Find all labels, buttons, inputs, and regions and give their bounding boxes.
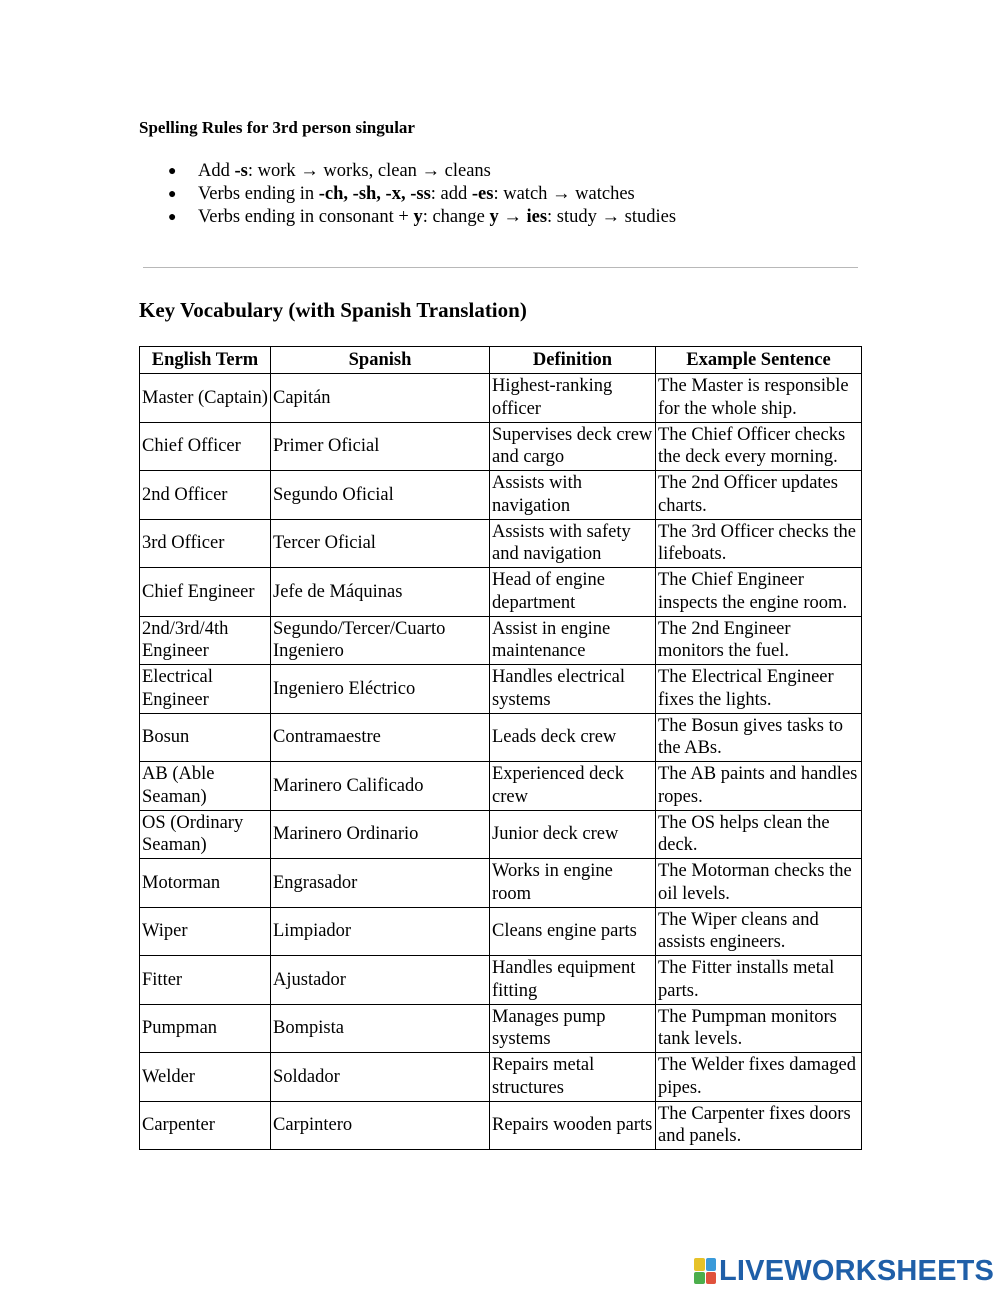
definition-cell: Assists with navigation: [490, 471, 656, 520]
rule-item: [140, 206, 676, 229]
example-sentence-cell: The Motorman checks the oil levels.: [656, 859, 862, 908]
definition-cell: Repairs wooden parts: [490, 1101, 656, 1150]
liveworksheets-logo-icon: [694, 1258, 716, 1284]
english-term-cell: Chief Officer: [140, 422, 271, 471]
column-header: Spanish: [271, 347, 490, 374]
table-row: [140, 374, 862, 423]
rule-emphasis: -s: [234, 161, 248, 181]
spanish-cell: Capitán: [271, 374, 490, 423]
spanish-cell: Contramaestre: [271, 713, 490, 762]
spanish-cell: Soldador: [271, 1053, 490, 1102]
brand-name: LIVEWORKSHEETS: [719, 1254, 995, 1287]
table-row: [140, 1101, 862, 1150]
table-row: [140, 519, 862, 568]
example-sentence-cell: The OS helps clean the deck.: [656, 810, 862, 859]
table-row: [140, 956, 862, 1005]
example-sentence-cell: The 3rd Officer checks the lifeboats.: [656, 519, 862, 568]
table-row: [140, 568, 862, 617]
rule-text: : study → studies: [547, 207, 677, 227]
spanish-cell: Primer Oficial: [271, 422, 490, 471]
example-sentence-cell: The 2nd Officer updates charts.: [656, 471, 862, 520]
rule-emphasis: y → ies: [489, 207, 548, 227]
example-sentence-cell: The Chief Officer checks the deck every morning.: [656, 422, 862, 471]
rule-text: : change: [422, 207, 490, 227]
table-row: [140, 422, 862, 471]
english-term-cell: OS (Ordinary Seaman): [140, 810, 271, 859]
rule-emphasis: -es: [471, 184, 494, 204]
vocabulary-table: [139, 346, 862, 1150]
english-term-cell: Electrical Engineer: [140, 665, 271, 714]
logo-square: [694, 1272, 705, 1285]
spelling-rules-list: [140, 160, 676, 229]
example-sentence-cell: The AB paints and handles ropes.: [656, 762, 862, 811]
definition-cell: Leads deck crew: [490, 713, 656, 762]
definition-cell: Highest-ranking officer: [490, 374, 656, 423]
english-term-cell: 3rd Officer: [140, 519, 271, 568]
table-header-row: [140, 347, 862, 374]
english-term-cell: Pumpman: [140, 1004, 271, 1053]
logo-square: [706, 1272, 717, 1285]
table-row: [140, 810, 862, 859]
spanish-cell: Jefe de Máquinas: [271, 568, 490, 617]
spanish-cell: Marinero Ordinario: [271, 810, 490, 859]
example-sentence-cell: The Electrical Engineer fixes the lights.: [656, 665, 862, 714]
spanish-cell: Engrasador: [271, 859, 490, 908]
rule-item: [140, 160, 676, 183]
rule-text: Add: [198, 161, 235, 181]
definition-cell: Head of engine department: [490, 568, 656, 617]
column-header: Example Sentence: [656, 347, 862, 374]
table-row: [140, 665, 862, 714]
spanish-cell: Segundo Oficial: [271, 471, 490, 520]
table-row: [140, 616, 862, 665]
english-term-cell: Welder: [140, 1053, 271, 1102]
spanish-cell: Carpintero: [271, 1101, 490, 1150]
example-sentence-cell: The Chief Engineer inspects the engine room.: [656, 568, 862, 617]
definition-cell: Supervises deck crew and cargo: [490, 422, 656, 471]
rule-text: : work → works, clean → cleans: [247, 161, 491, 181]
english-term-cell: 2nd Officer: [140, 471, 271, 520]
definition-cell: Cleans engine parts: [490, 907, 656, 956]
english-term-cell: Carpenter: [140, 1101, 271, 1150]
definition-cell: Handles electrical systems: [490, 665, 656, 714]
english-term-cell: AB (Able Seaman): [140, 762, 271, 811]
example-sentence-cell: The Welder fixes damaged pipes.: [656, 1053, 862, 1102]
spanish-cell: Bompista: [271, 1004, 490, 1053]
table-row: [140, 762, 862, 811]
example-sentence-cell: The Carpenter fixes doors and panels.: [656, 1101, 862, 1150]
example-sentence-cell: The 2nd Engineer monitors the fuel.: [656, 616, 862, 665]
english-term-cell: Motorman: [140, 859, 271, 908]
rule-emphasis: -ch, -sh, -x, -ss: [318, 184, 431, 204]
definition-cell: Manages pump systems: [490, 1004, 656, 1053]
spanish-cell: Limpiador: [271, 907, 490, 956]
bullet-icon: ●: [168, 187, 177, 202]
spanish-cell: Ajustador: [271, 956, 490, 1005]
bullet-icon: ●: [168, 164, 177, 179]
spanish-cell: Tercer Oficial: [271, 519, 490, 568]
english-term-cell: Wiper: [140, 907, 271, 956]
example-sentence-cell: The Fitter installs metal parts.: [656, 956, 862, 1005]
column-header: Definition: [490, 347, 656, 374]
definition-cell: Works in engine room: [490, 859, 656, 908]
bullet-icon: ●: [168, 210, 177, 225]
table-row: [140, 859, 862, 908]
liveworksheets-brand: [694, 1254, 994, 1288]
table-row: [140, 1053, 862, 1102]
definition-cell: Repairs metal structures: [490, 1053, 656, 1102]
vocabulary-title: Key Vocabulary (with Spanish Translation): [139, 298, 527, 322]
example-sentence-cell: The Master is responsible for the whole ship.: [656, 374, 862, 423]
logo-square: [706, 1258, 717, 1271]
rule-emphasis: y: [413, 207, 423, 227]
table-row: [140, 1004, 862, 1053]
english-term-cell: Bosun: [140, 713, 271, 762]
spanish-cell: Segundo/Tercer/Cuarto Ingeniero: [271, 616, 490, 665]
definition-cell: Junior deck crew: [490, 810, 656, 859]
rule-text: : watch → watches: [493, 184, 635, 204]
rule-item: [140, 183, 676, 206]
section-divider: [143, 267, 858, 268]
table-row: [140, 471, 862, 520]
rule-text: Verbs ending in: [198, 184, 319, 204]
column-header: English Term: [140, 347, 271, 374]
rule-text: Verbs ending in consonant +: [198, 207, 414, 227]
english-term-cell: Fitter: [140, 956, 271, 1005]
example-sentence-cell: The Wiper cleans and assists engineers.: [656, 907, 862, 956]
example-sentence-cell: The Pumpman monitors tank levels.: [656, 1004, 862, 1053]
definition-cell: Handles equipment fitting: [490, 956, 656, 1005]
rule-text: : add: [430, 184, 472, 204]
definition-cell: Experienced deck crew: [490, 762, 656, 811]
table-row: [140, 907, 862, 956]
spelling-rules-title: Spelling Rules for 3rd person singular: [139, 118, 415, 137]
definition-cell: Assist in engine maintenance: [490, 616, 656, 665]
table-row: [140, 713, 862, 762]
english-term-cell: 2nd/3rd/4th Engineer: [140, 616, 271, 665]
definition-cell: Assists with safety and navigation: [490, 519, 656, 568]
spanish-cell: Ingeniero Eléctrico: [271, 665, 490, 714]
english-term-cell: Chief Engineer: [140, 568, 271, 617]
english-term-cell: Master (Captain): [140, 374, 271, 423]
spanish-cell: Marinero Calificado: [271, 762, 490, 811]
logo-square: [694, 1258, 705, 1271]
example-sentence-cell: The Bosun gives tasks to the ABs.: [656, 713, 862, 762]
